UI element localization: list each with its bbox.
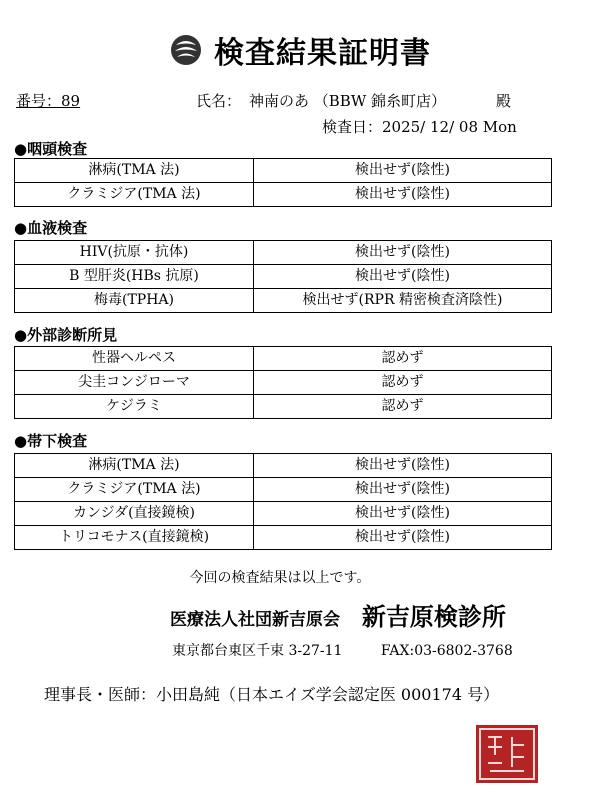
- test-result: 検出せず(陰性): [254, 265, 552, 289]
- certificate-number: 番号：89: [16, 92, 81, 110]
- section-title-pharynx: ●咽頭検査: [14, 140, 88, 158]
- test-name: B 型肝炎(HBs 抗原): [15, 265, 254, 289]
- patient-info: [16, 90, 586, 112]
- section-title-external: ●外部診断所見: [14, 326, 118, 344]
- table-row: [15, 347, 552, 371]
- logo-emblem-icon: [169, 33, 203, 67]
- test-result: 検出せず(陰性): [254, 478, 552, 502]
- results-table-blood: [14, 240, 552, 313]
- test-result: 検出せず(陰性): [254, 502, 552, 526]
- test-name: 性器ヘルペス: [15, 347, 254, 371]
- name-label: 氏名：: [196, 92, 242, 110]
- fax-number: FAX:03-6802-3768: [380, 643, 513, 659]
- test-result: 検出せず(陰性): [254, 526, 552, 550]
- table-row: [15, 478, 552, 502]
- organization-name: 医療法人社団新吉原会: [170, 610, 340, 630]
- table-row: [15, 159, 552, 183]
- test-result: 検出せず(陰性): [254, 241, 552, 265]
- table-row: [15, 241, 552, 265]
- seal-stamp-icon: [476, 725, 538, 783]
- section-title-discharge: ●帯下検査: [14, 432, 88, 450]
- test-name: クラミジア(TMA 法): [15, 183, 254, 207]
- test-result: 検出せず(陰性): [254, 454, 552, 478]
- table-row: [15, 371, 552, 395]
- exam-date: 検査日：2025/ 12/ 08 Mon: [322, 118, 517, 136]
- document-header: [0, 28, 600, 72]
- test-name: カンジダ(直接鏡検): [15, 502, 254, 526]
- table-row: [15, 502, 552, 526]
- test-name: 梅毒(TPHA): [15, 289, 254, 313]
- patient-name: 神南のあ （BBW 錦糸町店）: [249, 92, 447, 110]
- test-name: HIV(抗原・抗体): [15, 241, 254, 265]
- closing-statement: 今回の検査結果は以上です。: [189, 570, 371, 586]
- document-title: 検査結果証明書: [214, 36, 432, 71]
- test-name: 尖圭コンジローマ: [15, 371, 254, 395]
- table-row: [15, 265, 552, 289]
- section-title-blood: ●血液検査: [14, 219, 88, 237]
- test-name: ケジラミ: [15, 395, 254, 419]
- test-result: 検出せず(RPR 精密検査済陰性): [254, 289, 552, 313]
- test-result: 認めず: [254, 395, 552, 419]
- test-result: 認めず: [254, 371, 552, 395]
- test-name: 淋病(TMA 法): [15, 454, 254, 478]
- contact-info: [172, 640, 513, 660]
- honorific: 殿: [496, 92, 512, 110]
- table-row: [15, 183, 552, 207]
- results-table-pharynx: [14, 158, 552, 207]
- address: 東京都台東区千束 3-27-11: [172, 643, 343, 659]
- results-table-discharge: [14, 453, 552, 550]
- test-name: クラミジア(TMA 法): [15, 478, 254, 502]
- test-name: 淋病(TMA 法): [15, 159, 254, 183]
- test-result: 検出せず(陰性): [254, 159, 552, 183]
- table-row: [15, 289, 552, 313]
- clinic-name: 新吉原検診所: [361, 602, 506, 631]
- table-row: [15, 454, 552, 478]
- test-name: トリコモナス(直接鏡検): [15, 526, 254, 550]
- table-row: [15, 395, 552, 419]
- table-row: [15, 526, 552, 550]
- test-result: 認めず: [254, 347, 552, 371]
- issuer: [170, 597, 506, 632]
- results-table-external: [14, 346, 552, 419]
- director-signature: 理事長・医師：小田島純（日本エイズ学会認定医 000174 号）: [44, 685, 500, 704]
- test-result: 検出せず(陰性): [254, 183, 552, 207]
